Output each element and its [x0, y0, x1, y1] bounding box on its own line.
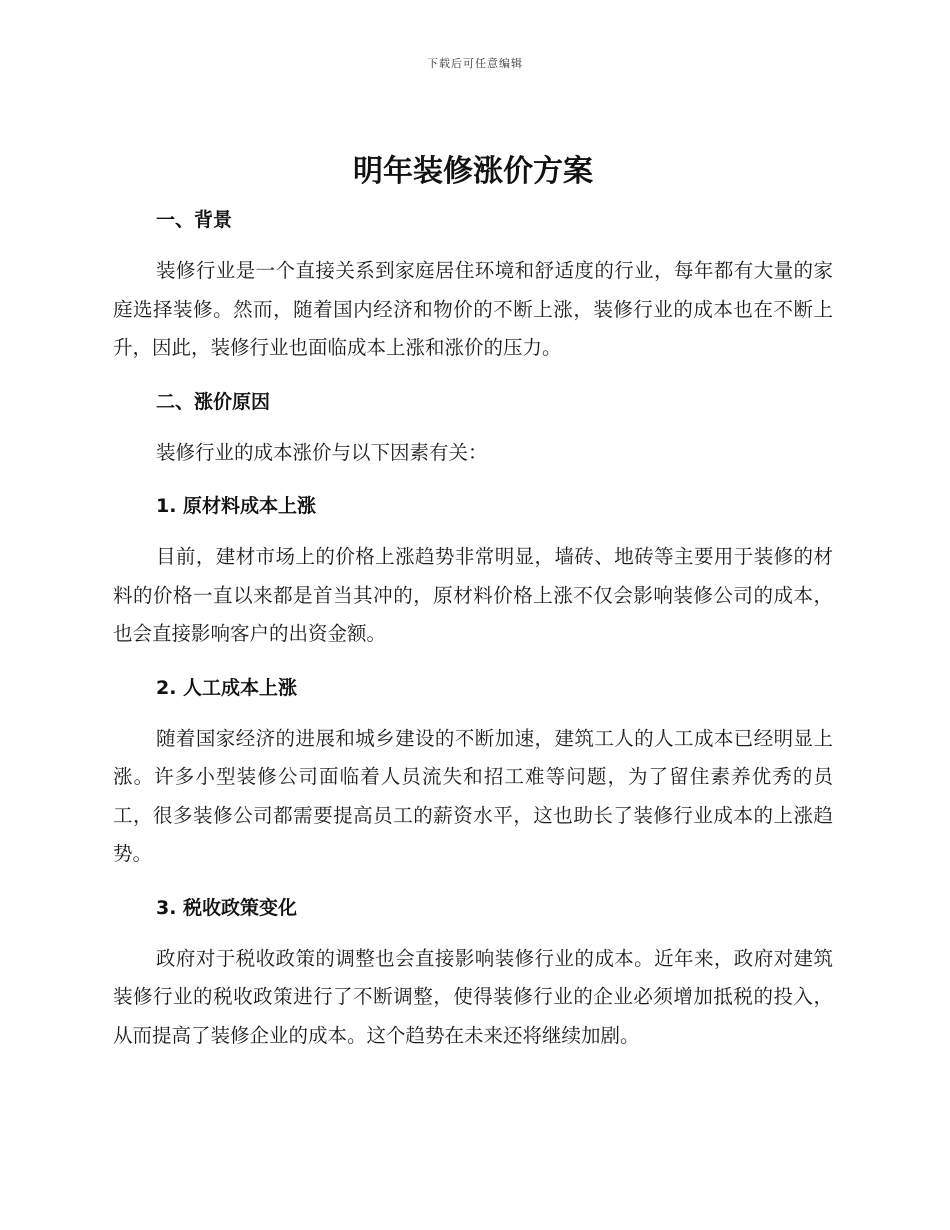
section-heading-reasons: 二、涨价原因 — [156, 390, 271, 413]
subheading-raw-materials: 1. 原材料成本上涨 — [156, 495, 317, 517]
section-heading-background: 一、背景 — [156, 209, 233, 231]
subheading-labor-cost: 2. 人工成本上涨 — [156, 676, 298, 699]
subheading-tax-policy: 3. 税收政策变化 — [156, 896, 298, 919]
paragraph-tax-policy: 政府对于税收政策的调整也会直接影响装修行业的成本。近年来，政府对建筑装修行业的税收政策进行了不断调整，使得装修行业的企业必须增加抵税的投入，从而提高了装修企业的成本。这个趋势在未来还将继续加剧。 — [113, 946, 833, 1047]
paragraph-labor-cost: 随着国家经济的进展和城乡建设的不断加速，建筑工人的人工成本已经明显上涨。许多小型装修公司面临着人员流失和招工难等问题，为了留住素养优秀的员工，很多装修公司都需要提高员工的薪资水平，这也助长了装修行业成本的上涨趋势。 — [113, 726, 833, 865]
paragraph-raw-materials: 目前，建材市场上的价格上涨趋势非常明显，墙砖、地砖等主要用于装修的材料的价格一直以来都是首当其冲的，原材料价格上涨不仅会影响装修公司的成本，也会直接影响客户的出资金额。 — [113, 545, 833, 645]
header-note: 下载后可任意编辑 — [427, 57, 523, 70]
document-body — [113, 150, 833, 1071]
document-title: 明年装修涨价方案 — [353, 154, 593, 189]
paragraph-reasons-intro: 装修行业的成本涨价与以下因素有关： — [156, 440, 488, 464]
paragraph-background: 装修行业是一个直接关系到家庭居住环境和舒适度的行业，每年都有大量的家庭选择装修。然而，随着国内经济和物价的不断上涨，装修行业的成本也在不断上升，因此，装修行业也面临成本上涨和涨价的压力。 — [113, 259, 833, 359]
